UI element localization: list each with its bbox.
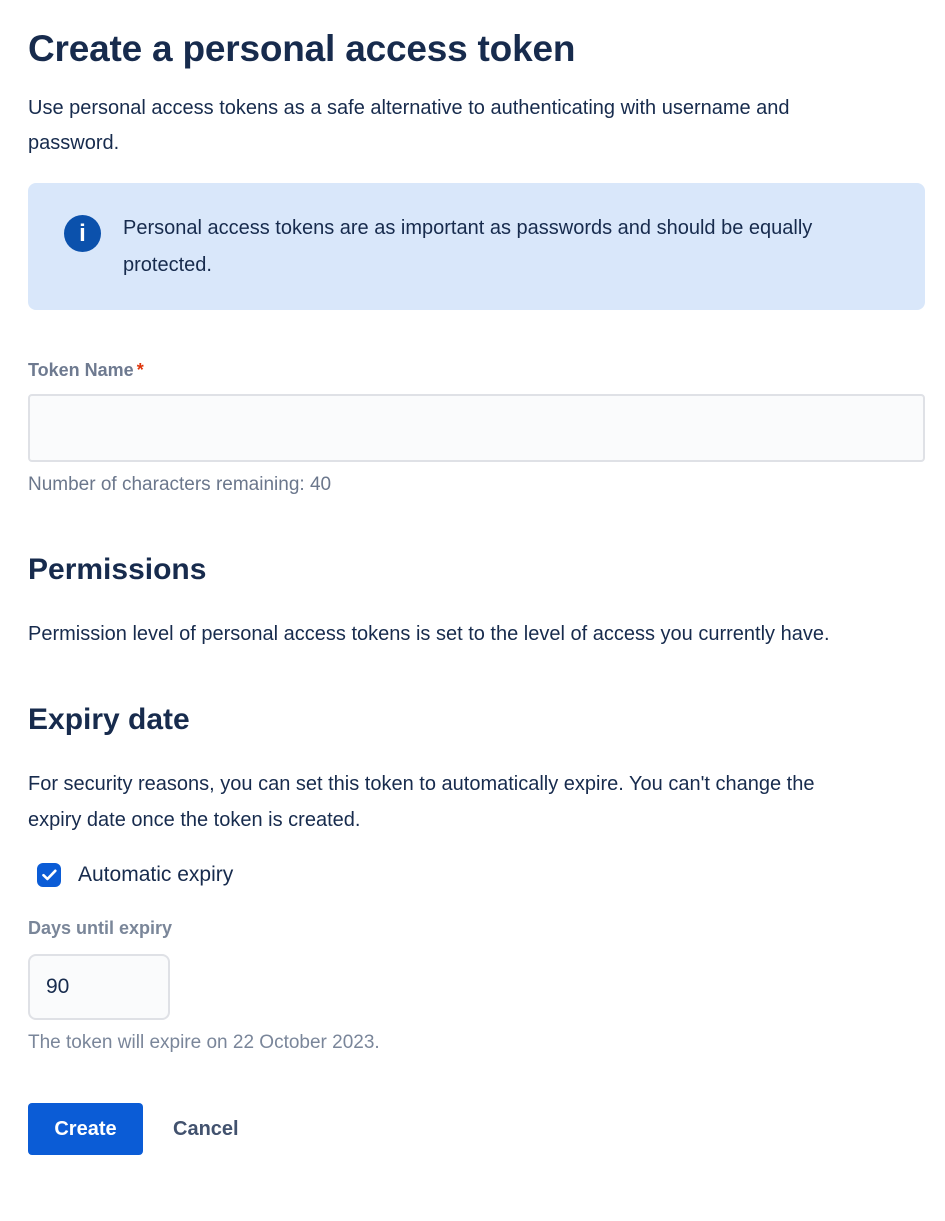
- token-name-input[interactable]: [28, 394, 925, 462]
- expiry-date-heading: Expiry date: [28, 703, 190, 737]
- cancel-button[interactable]: Cancel: [173, 1117, 239, 1140]
- info-banner: [28, 183, 925, 310]
- checkmark-icon: [42, 869, 57, 881]
- permissions-description: Permission level of personal access tokens is set to the level of access you currently have.: [28, 623, 830, 646]
- permissions-heading: Permissions: [28, 553, 207, 587]
- form-actions: [28, 1103, 925, 1155]
- required-asterisk: *: [136, 360, 144, 381]
- automatic-expiry-checkbox[interactable]: [37, 863, 61, 887]
- token-expire-note: The token will expire on 22 October 2023.: [28, 1032, 380, 1054]
- expiry-date-description: For security reasons, you can set this token to automatically expire. You can't change the expiry date once the token is created.: [28, 773, 815, 832]
- days-until-expiry-input[interactable]: [28, 954, 170, 1020]
- info-banner-text: Personal access tokens are as important as passwords and should be equally protected.: [123, 216, 813, 276]
- automatic-expiry-label: Automatic expiry: [78, 863, 234, 887]
- page-title: Create a personal access token: [28, 28, 576, 69]
- days-until-expiry-label: Days until expiry: [28, 918, 173, 939]
- token-name-label-text: Token Name: [28, 360, 134, 381]
- page-subtitle: Use personal access tokens as a safe alternative to authenticating with username and password.: [28, 97, 790, 155]
- form-content: [28, 26, 925, 1155]
- automatic-expiry-row: [37, 863, 925, 887]
- characters-remaining-text: Number of characters remaining: 40: [28, 474, 332, 496]
- create-button[interactable]: Create: [28, 1103, 143, 1155]
- token-name-label: [28, 360, 925, 381]
- info-icon: i: [64, 215, 101, 252]
